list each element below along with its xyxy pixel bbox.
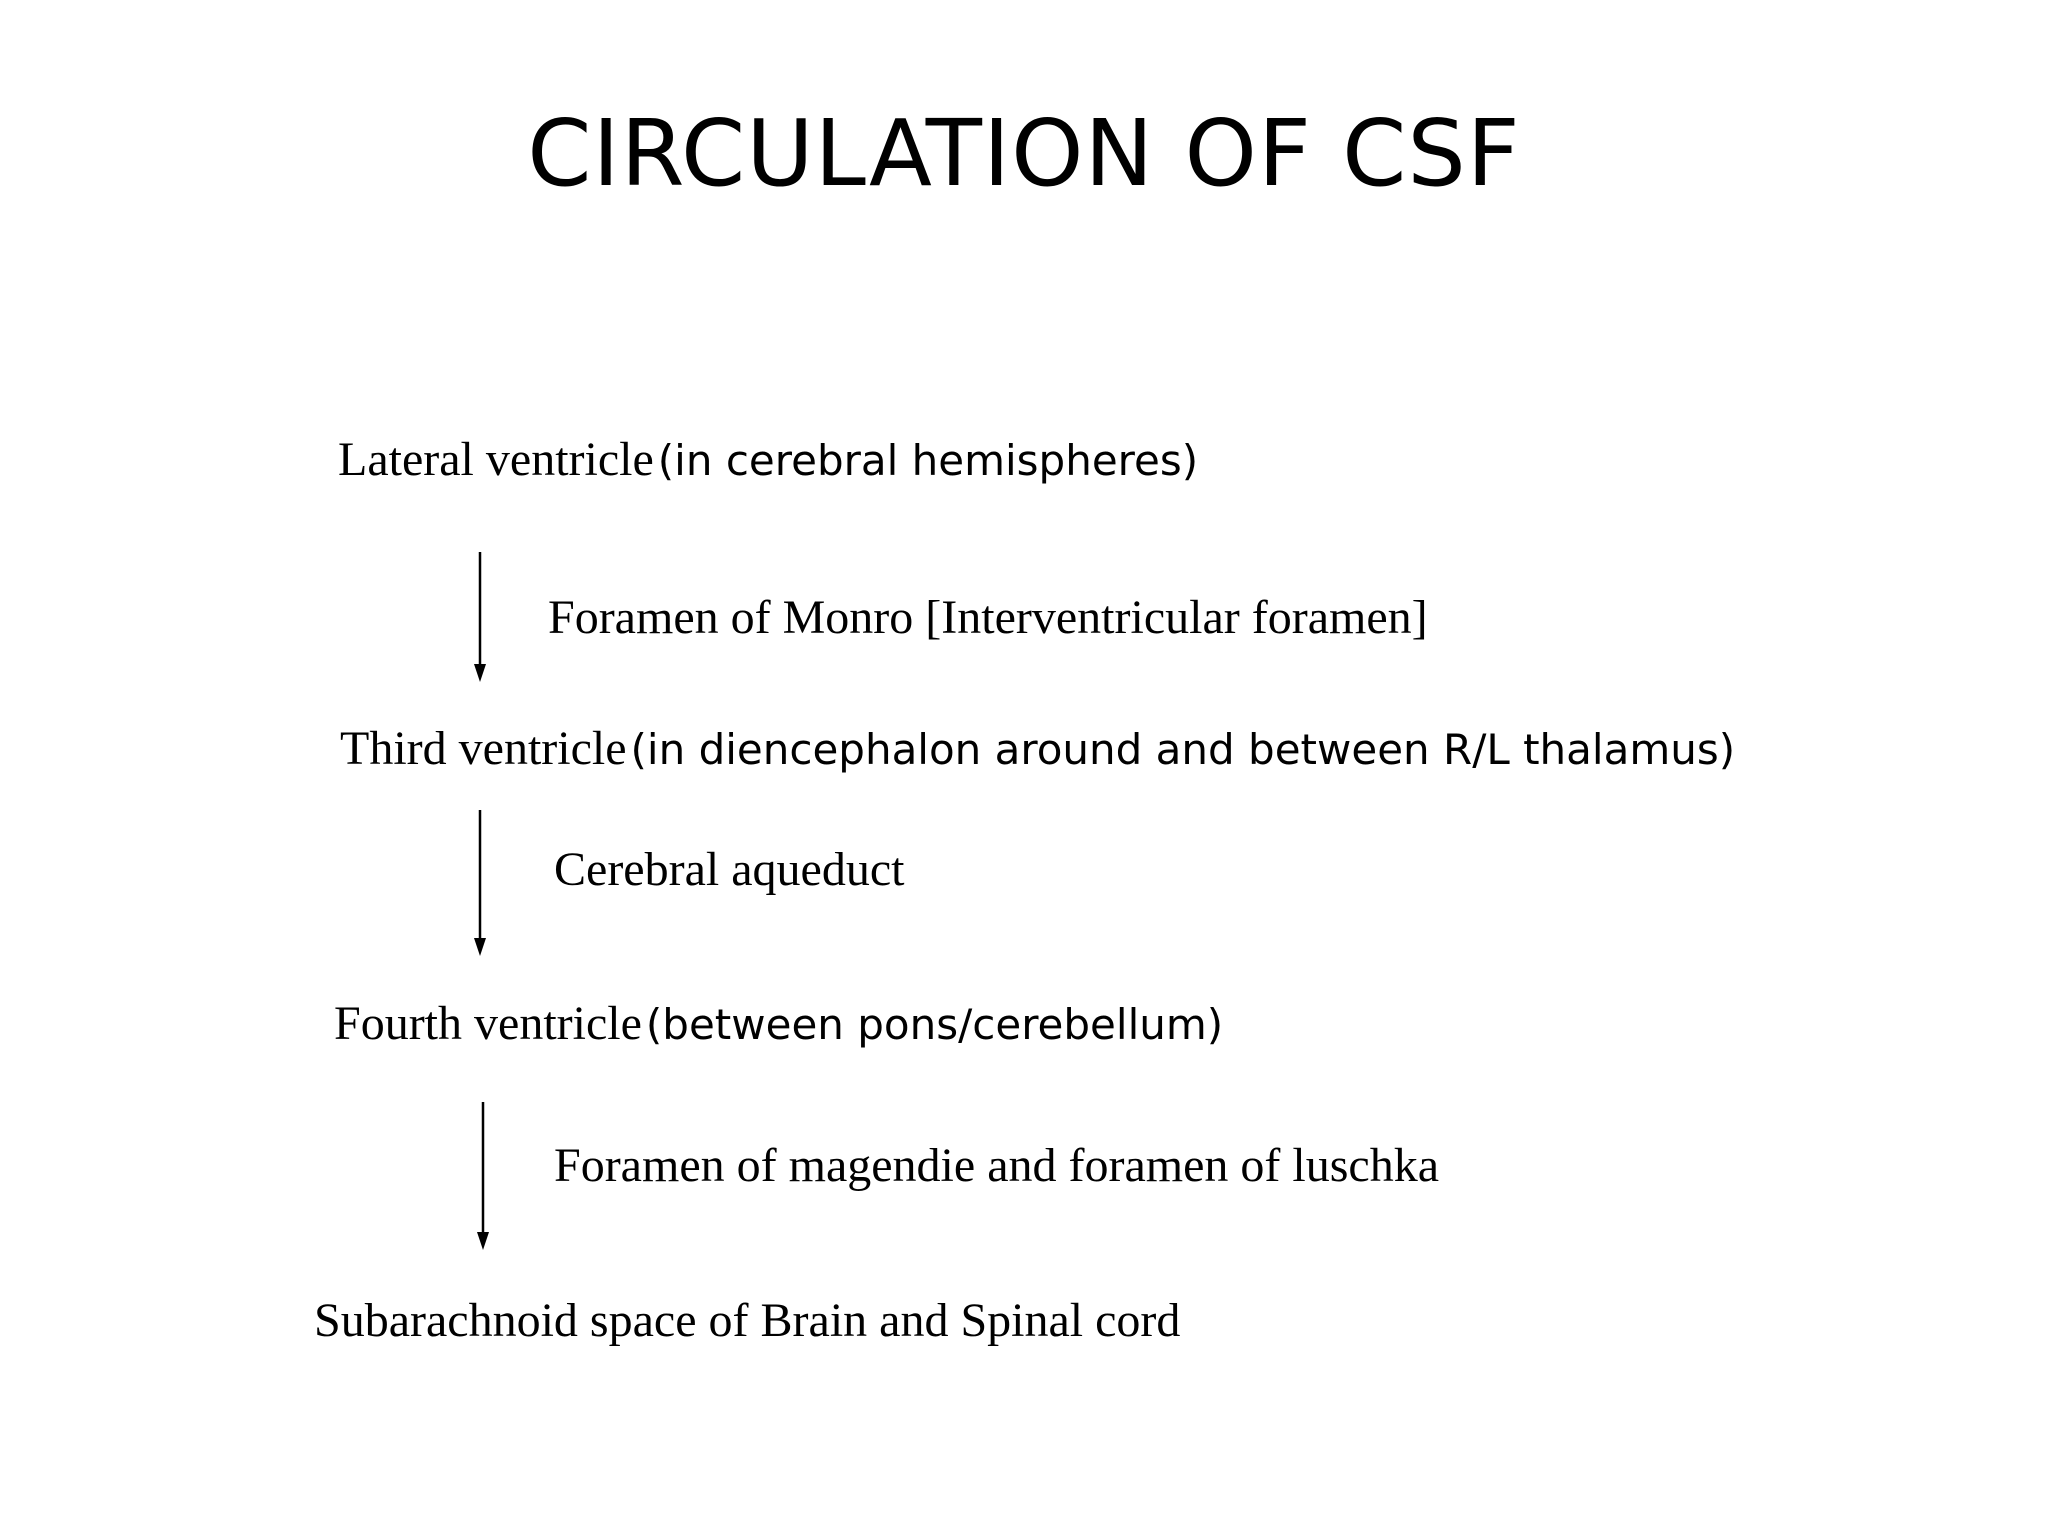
stage-name: Third ventricle bbox=[340, 722, 627, 775]
arrow-1 bbox=[474, 552, 486, 682]
stage-name: Fourth ventricle bbox=[334, 997, 642, 1050]
arrow-2 bbox=[474, 810, 486, 956]
connector-label-cerebral-aqueduct: Cerebral aqueduct bbox=[554, 843, 905, 896]
stage-subarachnoid-space bbox=[314, 1294, 1181, 1347]
stage-detail: (between pons/cerebellum) bbox=[645, 1000, 1224, 1049]
stage-lateral-ventricle bbox=[338, 433, 1199, 486]
stage-name: Subarachnoid space of Brain and Spinal cord bbox=[314, 1294, 1181, 1347]
stage-third-ventricle bbox=[340, 722, 1736, 775]
arrow-3 bbox=[477, 1102, 489, 1250]
stage-name: Lateral ventricle bbox=[338, 433, 654, 486]
connector-label-foramen-of-monro: Foramen of Monro [Interventricular foramen] bbox=[548, 591, 1428, 644]
stage-detail: (in cerebral hemispheres) bbox=[657, 436, 1199, 485]
stage-detail: (in diencephalon around and between R/L thalamus) bbox=[630, 725, 1736, 774]
connector-label-foramen-of-magendie-and-luschka: Foramen of magendie and foramen of luschka bbox=[554, 1139, 1440, 1192]
stage-fourth-ventricle bbox=[334, 997, 1224, 1050]
slide-title: CIRCULATION OF CSF bbox=[527, 100, 1521, 207]
